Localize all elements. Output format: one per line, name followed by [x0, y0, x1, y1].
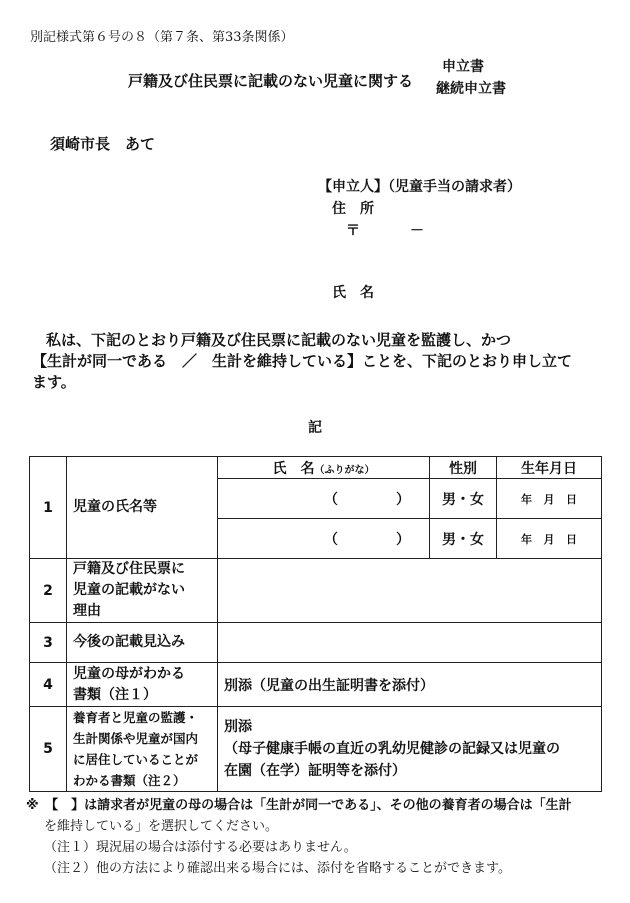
- header-name-label: 氏 名: [272, 460, 315, 477]
- title-option-application: 申立書: [442, 59, 484, 75]
- child-1-day: 日: [566, 492, 577, 506]
- addressee: 須崎市長 あて: [50, 135, 156, 153]
- content-line: （母子健康手帳の直近の乳幼児健診の記録又は児童の: [224, 741, 560, 757]
- statement-line-2: 【生計が同一である ／ 生計を維持している】ことを、下記のとおり申し立て: [32, 352, 573, 370]
- header-birth: 生年月日: [497, 457, 602, 479]
- child-2-month: 月: [543, 532, 555, 546]
- label-line: 養育者と児童の監護・: [73, 710, 199, 725]
- row-number-4: 4: [30, 663, 67, 707]
- row-label-no-record-reason: [67, 559, 218, 623]
- child-2-kana-close: ）: [396, 531, 410, 548]
- child-1-kana-close: ）: [396, 491, 410, 508]
- header-sex: 性別: [430, 457, 497, 479]
- header-name: [218, 457, 430, 479]
- content-line: 別添: [224, 719, 252, 735]
- mother-document-field[interactable]: 別添（児童の出生証明書を添付）: [218, 663, 602, 707]
- statement-line-1: 私は、下記のとおり戸籍及び住民票に記載のない児童を監護し、かつ: [46, 331, 512, 349]
- row-number-3: 3: [30, 623, 67, 663]
- row-number-1: 1: [30, 457, 67, 559]
- statement-paragraph: [32, 330, 604, 393]
- row-number-2: 2: [30, 559, 67, 623]
- custody-document-field[interactable]: [218, 707, 602, 792]
- label-line: に居住していることが: [73, 752, 199, 767]
- label-line: 児童の記載がない: [73, 582, 185, 598]
- postal-dash: －: [410, 223, 424, 239]
- child-2-kana-open: （: [324, 531, 338, 548]
- label-line: わかる書類（注２）: [73, 773, 186, 788]
- row-label-future-record: 今後の記載見込み: [67, 623, 218, 663]
- label-line: 生計関係や児童が国内: [73, 731, 199, 746]
- row-label-custody-document: [67, 707, 218, 792]
- postal-mark: 〒: [346, 223, 360, 239]
- document-title: 戸籍及び住民票に記載のない児童に関する: [128, 72, 414, 90]
- label-line: 児童の母がわかる: [73, 665, 185, 682]
- note-1: （注１）現況届の場合は添付する必要はありません。: [44, 840, 357, 855]
- child-1-month: 月: [543, 492, 555, 506]
- child-2-sex-cell[interactable]: 男・女: [430, 519, 497, 559]
- children-info-table: [29, 456, 602, 792]
- no-record-reason-field[interactable]: [218, 559, 602, 623]
- child-1-kana-open: （: [324, 491, 338, 508]
- note-2: （注２）他の方法により確認出来る場合には、添付を省略することができます。: [44, 861, 511, 876]
- form-number: 別記様式第６号の８（第７条、第33条関係）: [30, 30, 294, 45]
- header-name-kana: （ふりがな）: [314, 464, 375, 476]
- child-1-year: 年: [521, 492, 532, 506]
- asterisk-note-line-1: ※ 【 】は請求者が児童の母の場合は「生計が同一である」、その他の養育者の場合は「生計: [26, 798, 572, 813]
- label-line: 書類（注１）: [73, 686, 157, 703]
- child-1-name-cell[interactable]: [218, 479, 430, 519]
- notes-section: [26, 795, 616, 879]
- future-record-field[interactable]: [218, 623, 602, 663]
- statement-line-3: ます。: [32, 373, 76, 391]
- child-2-birth-cell[interactable]: [497, 519, 602, 559]
- child-2-year: 年: [521, 532, 532, 546]
- ki-heading: 記: [308, 420, 322, 436]
- asterisk-note-line-2: を維持している」を選択してください。: [44, 819, 279, 834]
- label-line: 戸籍及び住民票に: [73, 561, 185, 577]
- row-number-5: 5: [30, 707, 67, 792]
- child-1-sex-cell[interactable]: 男・女: [430, 479, 497, 519]
- title-option-continuing-application: 継続申立書: [436, 81, 506, 97]
- child-2-name-cell[interactable]: [218, 519, 430, 559]
- content-line: 在園（在学）証明等を添付）: [224, 763, 406, 779]
- address-label: 住所: [332, 201, 388, 217]
- row-label-child-name: 児童の氏名等: [67, 457, 218, 559]
- row-label-mother-document: [67, 663, 218, 707]
- child-2-day: 日: [566, 532, 577, 546]
- label-line: 理由: [73, 603, 101, 619]
- name-label: 氏名: [332, 285, 388, 301]
- applicant-heading: 【申立人】（児童手当の請求者）: [318, 179, 521, 195]
- child-1-birth-cell[interactable]: [497, 479, 602, 519]
